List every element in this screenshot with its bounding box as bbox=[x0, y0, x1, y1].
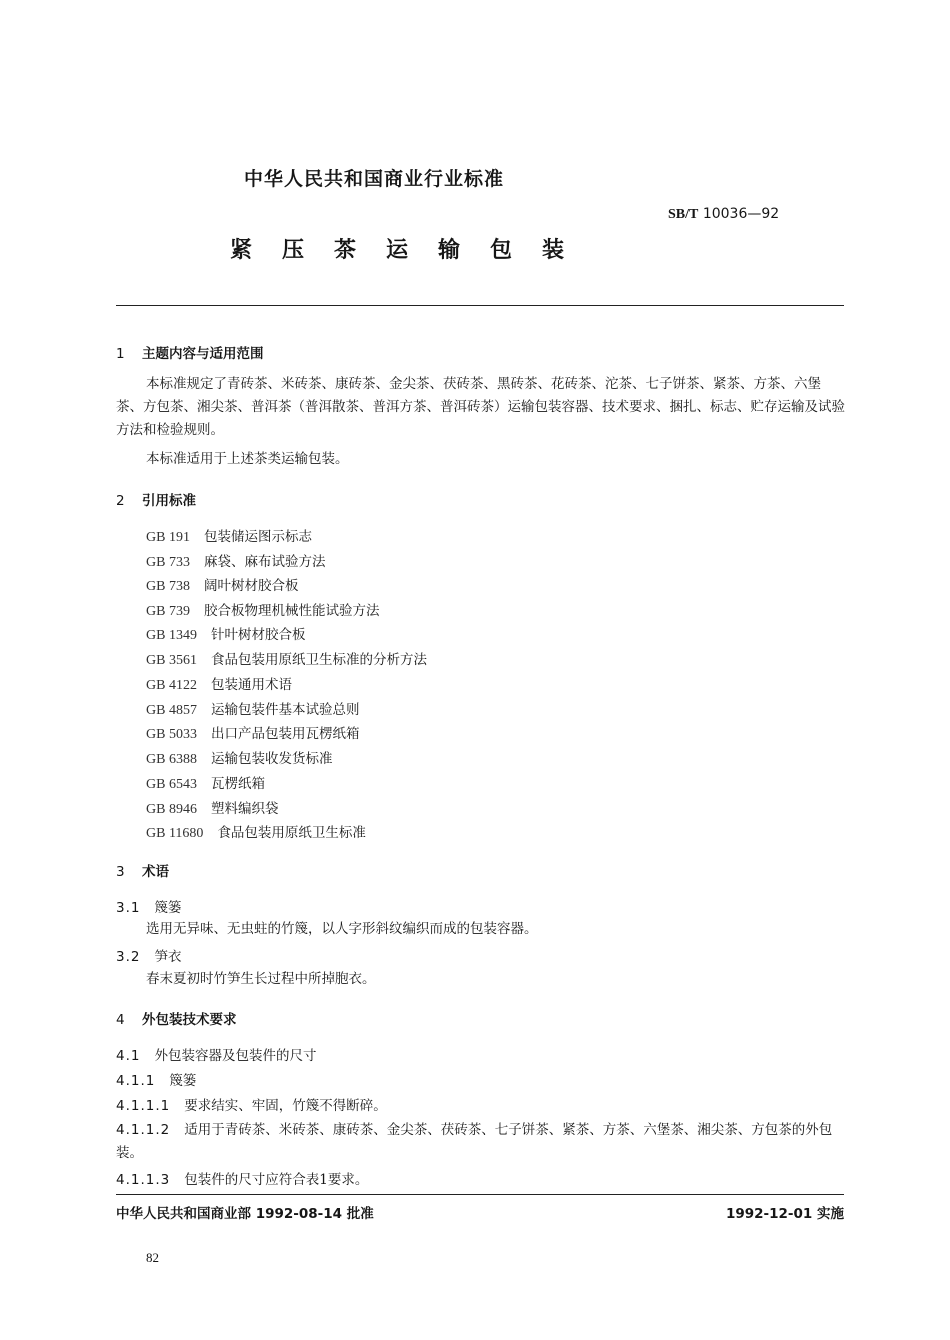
section-number: 3 bbox=[116, 864, 125, 880]
section-number: 4 bbox=[116, 1012, 125, 1028]
reference-code: GB 739 bbox=[146, 604, 190, 619]
reference-code: GB 11680 bbox=[146, 826, 204, 841]
clause-text: 适用于青砖茶、米砖茶、康砖茶、金尖茶、茯砖茶、七子饼茶、紧茶、方茶、六堡茶、湘尖茶、方包茶的外包装。 bbox=[116, 1122, 833, 1161]
standard-number: 10036—92 bbox=[702, 206, 780, 222]
section-title: 术语 bbox=[142, 864, 169, 880]
reference-code: GB 5033 bbox=[146, 727, 197, 742]
clause-text: 包装件的尺寸应符合表1要求。 bbox=[184, 1172, 369, 1188]
reference-title: 针叶树材胶合板 bbox=[210, 627, 306, 643]
reference-code: GB 738 bbox=[146, 579, 190, 594]
reference-title: 麻袋、麻布试验方法 bbox=[203, 554, 326, 570]
clause-4-1-1-2 bbox=[116, 1119, 846, 1165]
reference-title: 阔叶树材胶合板 bbox=[203, 578, 299, 594]
term-3-2-heading bbox=[116, 945, 181, 965]
reference-title: 胶合板物理机械性能试验方法 bbox=[203, 603, 380, 619]
reference-item bbox=[146, 698, 359, 719]
reference-code: GB 1349 bbox=[146, 628, 197, 643]
reference-title: 运输包装收发货标准 bbox=[210, 751, 333, 767]
reference-item bbox=[146, 772, 265, 793]
clause-number: 4.1.1.1 bbox=[116, 1098, 171, 1114]
standard-code bbox=[668, 206, 779, 223]
document-title: 紧压茶运输包装 bbox=[230, 238, 595, 263]
reference-item bbox=[146, 599, 379, 620]
reference-code: GB 733 bbox=[146, 555, 190, 570]
clause-number: 4.1.1.2 bbox=[116, 1122, 171, 1138]
reference-code: GB 8946 bbox=[146, 802, 197, 817]
section-1-scope: 本标准适用于上述茶类运输包装。 bbox=[146, 451, 349, 467]
term-name: 笋衣 bbox=[154, 949, 182, 965]
clause-number: 4.1.1 bbox=[116, 1073, 156, 1089]
section-number: 2 bbox=[116, 493, 125, 509]
reference-item bbox=[146, 821, 366, 842]
reference-title: 包装通用术语 bbox=[210, 677, 292, 693]
clause-number: 4.1 bbox=[116, 1048, 141, 1064]
clause-number: 3.1 bbox=[116, 900, 141, 916]
reference-code: GB 4857 bbox=[146, 703, 197, 718]
reference-code: GB 3561 bbox=[146, 653, 197, 668]
reference-item bbox=[146, 747, 332, 768]
approval-note: 中华人民共和国商业部 1992-08-14 批准 bbox=[116, 1206, 374, 1222]
reference-title: 包装储运图示标志 bbox=[203, 529, 312, 545]
clause-number: 4.1.1.3 bbox=[116, 1172, 171, 1188]
reference-item bbox=[146, 574, 298, 595]
section-1-heading bbox=[116, 342, 264, 362]
reference-title: 食品包装用原纸卫生标准的分析方法 bbox=[210, 652, 427, 668]
bottom-divider bbox=[116, 1194, 844, 1195]
reference-code: GB 6543 bbox=[146, 777, 197, 792]
reference-title: 出口产品包装用瓦楞纸箱 bbox=[210, 726, 360, 742]
reference-title: 运输包装件基本试验总则 bbox=[210, 702, 360, 718]
term-3-1-definition: 选用无异味、无虫蛀的竹篾，以人字形斜纹编织而成的包装容器。 bbox=[146, 921, 538, 937]
reference-item bbox=[146, 525, 312, 546]
reference-title: 塑料编织袋 bbox=[210, 801, 279, 817]
reference-code: GB 4122 bbox=[146, 678, 197, 693]
term-3-2-definition: 春末夏初时竹笋生长过程中所掉胞衣。 bbox=[146, 971, 376, 987]
effective-date: 1992-12-01 实施 bbox=[725, 1206, 844, 1222]
clause-number: 3.2 bbox=[116, 949, 141, 965]
term-name: 篾篓 bbox=[154, 900, 182, 916]
section-3-heading bbox=[116, 860, 169, 880]
section-4-heading bbox=[116, 1008, 237, 1028]
page-number: 82 bbox=[146, 1250, 159, 1265]
reference-item bbox=[146, 623, 305, 644]
org-title: 中华人民共和国商业行业标准 bbox=[244, 168, 505, 190]
clause-text: 篾篓 bbox=[169, 1073, 197, 1089]
clause-4-1-1-3 bbox=[116, 1168, 368, 1188]
clause-4-1-1 bbox=[116, 1069, 196, 1089]
standard-prefix: SB/T bbox=[668, 207, 699, 222]
section-title: 主题内容与适用范围 bbox=[142, 346, 264, 362]
section-2-heading bbox=[116, 489, 196, 509]
reference-item bbox=[146, 550, 325, 571]
clause-4-1 bbox=[116, 1044, 316, 1064]
clause-text: 外包装容器及包装件的尺寸 bbox=[154, 1048, 317, 1064]
reference-title: 瓦楞纸箱 bbox=[210, 776, 265, 792]
reference-code: GB 6388 bbox=[146, 752, 197, 767]
clause-text: 要求结实、牢固，竹篾不得断碎。 bbox=[184, 1098, 387, 1114]
section-title: 引用标准 bbox=[142, 493, 196, 509]
reference-item bbox=[146, 673, 292, 694]
reference-title: 食品包装用原纸卫生标准 bbox=[217, 825, 366, 841]
top-divider bbox=[116, 305, 844, 306]
section-1-paragraph: 本标准规定了青砖茶、米砖茶、康砖茶、金尖茶、茯砖茶、黑砖茶、花砖茶、沱茶、七子饼茶、紧茶、方茶、六堡茶、方包茶、湘尖茶、普洱茶（普洱散茶、普洱方茶、普洱砖茶）运输包装容器、技术要求、捆扎、标志、贮存运输及试验方法和检验规则。 bbox=[116, 376, 845, 438]
reference-item bbox=[146, 648, 427, 669]
section-number: 1 bbox=[116, 346, 125, 362]
section-title: 外包装技术要求 bbox=[142, 1012, 237, 1028]
reference-code: GB 191 bbox=[146, 530, 190, 545]
reference-item bbox=[146, 722, 359, 743]
clause-4-1-1-1 bbox=[116, 1094, 387, 1114]
reference-item bbox=[146, 797, 278, 818]
term-3-1-heading bbox=[116, 896, 181, 916]
